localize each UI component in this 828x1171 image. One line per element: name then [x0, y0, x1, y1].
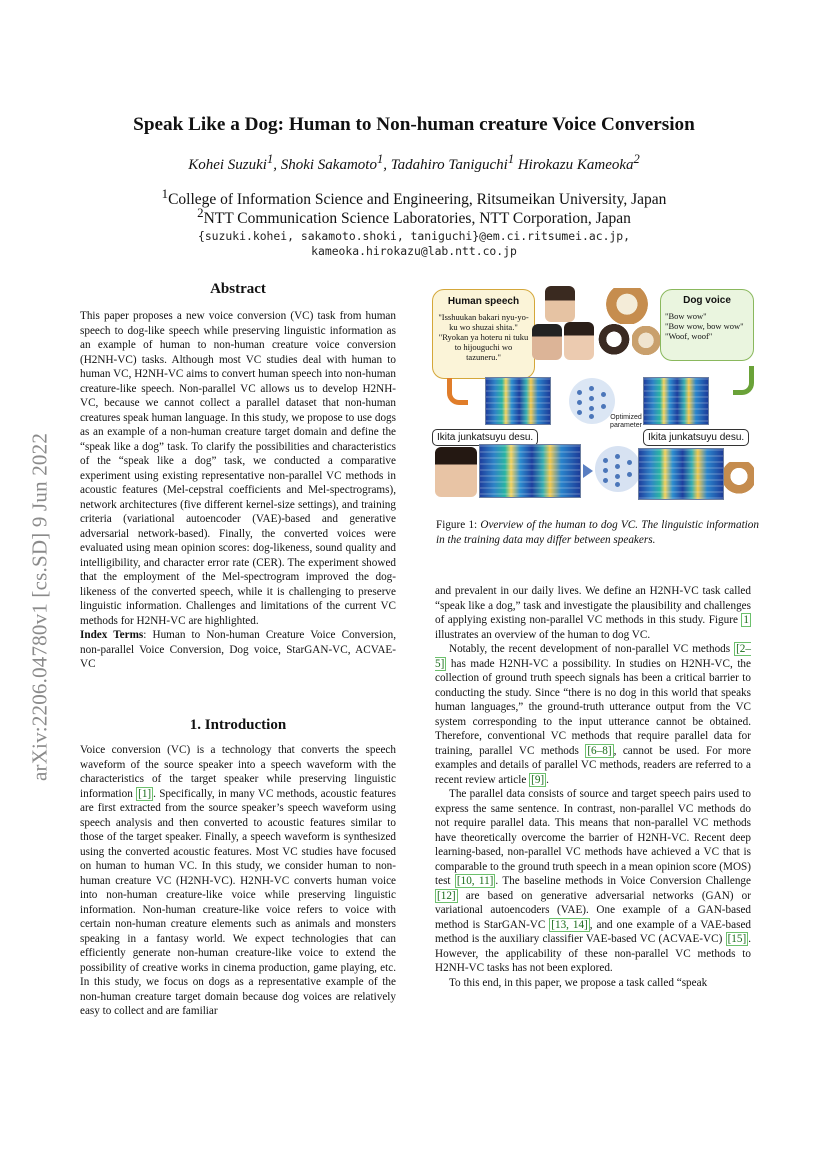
arxiv-id: arXiv:2206.04780v1 [cs.SD] 9 Jun 2022 [27, 432, 52, 782]
citation-link[interactable]: [6–8] [587, 744, 612, 757]
text-run: illustrates an overview of the human to dog VC. [435, 628, 651, 641]
email-line-2: kameoka.hirokazu@lab.ntt.co.jp [311, 244, 517, 258]
text-run: . The baseline methods in Voice Conversion Challenge [495, 875, 751, 887]
affiliation-2 [0, 205, 828, 228]
optimized-parameter-label: Optimized parameter [610, 414, 642, 429]
abstract-text: This paper proposes a new voice conversion (VC) task from human speech to dog-like speech while preserving linguistic information as an example of human to non-human creature voice conversion (H2NH-VC) tasks. Although most VC studies deal with human to human VC, H2NH-VC aims to convert human speech into non-human creature-like speech. Non-parallel VC allows us to develop H2NH-VC, because we cannot collect a parallel dataset that non-human creatures speak human language. In this study, we propose to use dogs as an example of a non-human creature target domain and define the “speak like a dog” task. To clarify the possibilities and characteristics of the “speak like a dog” task, we conducted a comparative experiment using existing representative non-parallel VC methods in acoustic features (Mel-cepstral coefficients and Mel-spectrograms), network architectures (five different kernel-size settings), and training criteria (variational autoencoder (VAE)-based and generative adversarial network-based). Finally, the converted voices were evaluated using mean opinion scores: dog-likeness, sound quality and intelligibility, and character error rate (CER). The experiment showed that the employment of the Mel-spectrogram improved the dog-likeness of the converted speech, while it is challenging to preserve linguistic information. Challenges and limitations of the current VC methods for H2NH-VC are highlighted. [80, 310, 396, 627]
dog-voice-line: "Woof, woof" [665, 331, 713, 341]
abstract-body [80, 309, 396, 672]
text-run: Notably, the recent development of non-parallel VC methods [449, 643, 735, 655]
email-line-1: {suzuki.kohei, sakamoto.shoki, taniguchi}@em.ci.ritsumei.ac.jp, [197, 229, 631, 243]
affiliation-mark: 2 [197, 205, 204, 220]
author-affiliation-mark: 1 [266, 152, 274, 166]
citation-link[interactable]: [2–5] [435, 643, 751, 670]
dog-voice-title: Dog voice [683, 295, 731, 306]
intro-body [80, 743, 396, 1019]
author-name: Hirokazu Kameoka [517, 157, 634, 173]
input-utterance-label: Ikita junkatsuyu desu. [432, 429, 538, 446]
text-run: and prevalent in our daily lives. We define an H2NH-VC task called “speak like a dog,” task and investigate the plausibility and challenges of applying existing non-parallel VC methods in this study. Figure [435, 585, 751, 626]
author-affiliation-mark: 1 [376, 152, 384, 166]
speaker-photo-icon [545, 286, 575, 322]
speaker-photo-icon [564, 322, 594, 360]
author-affiliation-mark: 1 [507, 152, 515, 166]
citation-link[interactable]: [10, 11] [456, 875, 494, 887]
text-run: are based on generative adversarial networks (GAN) or variational autoencoders (VAE). One example of a GAN-based method is StarGAN-VC [435, 889, 751, 931]
text-run: The parallel data consists of source and target speech pairs used to express the same sentence. In contrast, non-parallel VC methods do not require parallel data. This means that non-parallel VC methods have theoretically overcome the barrier of H2NH-VC. Recent deep learning-based, non-parallel VC methods have achieved a VC that is comparable to the ground truth speech in a mean opinion score (MOS) test [435, 788, 751, 887]
figure-1 [427, 284, 757, 502]
text-run: . However, the applicability of these non-parallel VC methods to H2NH-VC tasks has not been explored. [435, 933, 751, 974]
target-arrow-icon [733, 366, 754, 395]
text-run: . [546, 773, 549, 786]
text-run: . Specifically, in many VC methods, acoustic features are first extracted from the source speaker’s speech waveform using speech analysis and then converted to acoustic features similar to those of the target speaker. Finally, a speech waveform is synthesized using the converted acoustic features. Most VC studies have focused on human to human VC. In this study, we consider human to non-human creature VC (H2NH-VC). H2NH-VC converts human voice into non-human creature-like voice while preserving linguistic information. Non-human creature-like voice refers to voice with certain non-human creature elements such as animals and monsters speaking in a fantasy world. We expect technologies that can efficiently generate non-human creature-like voice to extend the possibility of creative works in cinema production, game playing, etc. In this study, we focus on dogs as a representative example of the non-human creature target domain because dog voices are relatively easy to collect and are familiar [80, 787, 396, 1017]
human-speech-bubble [432, 289, 535, 379]
abstract-heading: Abstract [210, 281, 266, 297]
citation-link[interactable]: [13, 14] [551, 918, 588, 931]
affiliation-text: NTT Communication Science Laboratories, NTT Corporation, Japan [203, 210, 631, 228]
index-terms-text: : Human to Non-human Creature Voice Conversion, non-parallel Voice Conversion, Dog voice, StarGAN-VC, ACVAE-VC [80, 629, 396, 670]
dog-photo-icon [724, 462, 754, 498]
text-run: , and one example of a VAE-based method is the auxiliary classifier VAE-based VC (ACVAE-VC) [435, 918, 752, 945]
figure-reference-link[interactable]: 1 [743, 614, 749, 626]
arrow-right-icon [583, 464, 593, 478]
arxiv-sidebar-stamp [20, 372, 60, 842]
dog-voice-line: "Bow wow" [665, 311, 707, 321]
index-terms [80, 628, 396, 672]
dog-photo-icon [597, 324, 631, 358]
body-paragraph [435, 584, 751, 642]
speaker-photo-icon [435, 447, 477, 497]
input-spectrogram [479, 444, 581, 498]
author-list: Kohei Suzuki$^1$, Shoki Sakamoto$^1$, Tadahiro Taniguchi$^1$ Hirokazu Kameoka$^2$ [188, 152, 640, 173]
source-spectrogram [485, 377, 551, 425]
body-paragraph: To this end, in this paper, we propose a task called “speak [449, 976, 708, 989]
intro-paragraph [80, 743, 396, 1019]
right-column-body [435, 584, 751, 990]
section-heading-introduction: 1. Introduction [189, 717, 287, 733]
human-speech-title: Human speech [447, 296, 520, 307]
author-name: Shoki Sakamoto [280, 157, 377, 173]
paper-title: Speak Like a Dog: Human to Non-human creature Voice Conversion [133, 114, 695, 135]
dog-voice-line: "Bow wow, bow wow" [665, 321, 744, 331]
index-terms-label: Index Terms [80, 629, 144, 641]
author-name: Tadahiro Taniguchi [390, 157, 508, 173]
dog-voice-bubble [660, 289, 754, 361]
text-run: has made H2NH-VC a possibility. In studies on H2NH-VC, the collection of ground truth speech signals has been a critical barrier to conducting the study. Since “there is no dog in this world that speaks human languages,” the ground-truth utterance output from the VC system corresponding to the input utterance cannot be obtained. Therefore, conventional VC methods that require parallel data for training, parallel VC methods [435, 657, 751, 757]
text-run: , cannot be used. For more examples and details of parallel VC methods, readers are referred to a recent review article [435, 744, 751, 786]
conversion-network-icon [595, 446, 641, 492]
text-run: Voice conversion (VC) is a technology that converts the speech waveform of the source speaker into a speech waveform with the characteristics of the target speaker while preserving linguistic information [80, 744, 396, 800]
figure-1-caption [436, 518, 759, 548]
caption-text: Overview of the human to dog VC. The linguistic information in the training data may differ between speakers. [436, 519, 759, 546]
affiliation-mark: 1 [161, 186, 169, 201]
speaker-photo-icon [532, 324, 562, 360]
output-spectrogram [638, 448, 724, 500]
target-spectrogram [643, 377, 709, 425]
dog-photo-icon [605, 288, 649, 324]
citation-link[interactable]: [1] [138, 787, 152, 800]
author-name: Kohei Suzuki [188, 157, 267, 173]
citation-link[interactable]: [15] [727, 933, 747, 945]
author-affiliation-mark: 2 [633, 152, 640, 166]
caption-label: Figure 1: [436, 519, 481, 531]
source-arrow-icon [447, 378, 468, 405]
output-utterance-label: Ikita junkatsuyu desu. [643, 429, 749, 446]
body-paragraph [435, 642, 751, 787]
citation-link[interactable]: [12] [437, 889, 456, 902]
citation-link[interactable]: [9] [531, 773, 545, 786]
body-paragraph [435, 787, 751, 976]
affiliation-text: College of Information Science and Engineering, Ritsumeikan University, Japan [168, 191, 667, 209]
dog-photo-icon [632, 326, 660, 358]
human-speech-text: "Isshuukan bakari nyu-yo-ku wo shuzai shita." "Ryokan ya hoteru ni tuku to hijouguchi wo tazuneru." [438, 312, 529, 362]
